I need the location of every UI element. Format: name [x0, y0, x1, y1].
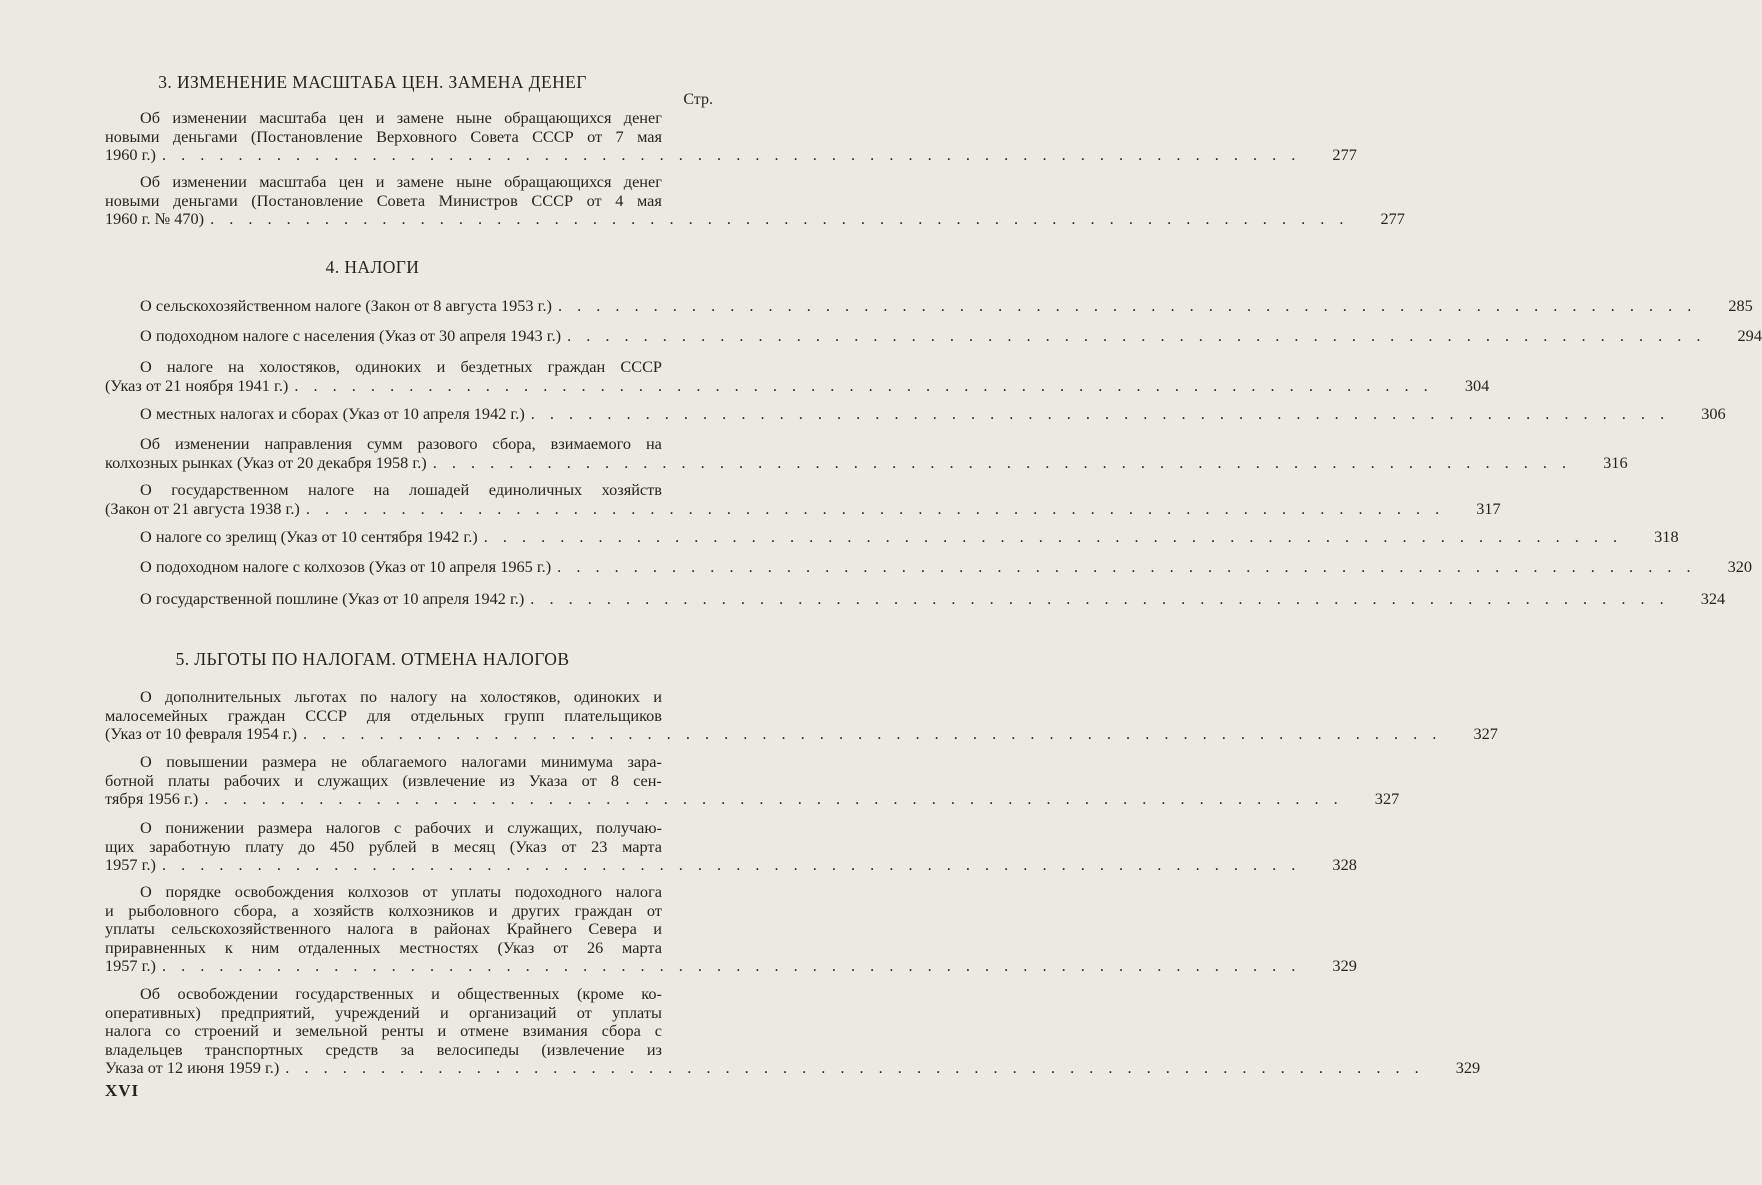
entry-word: льготах	[294, 687, 347, 706]
entry-word: новыми	[105, 190, 160, 210]
entry-word: изменении	[172, 172, 247, 191]
entry-word: сбора,	[233, 900, 277, 920]
page-number-footer: XVI	[105, 1081, 140, 1100]
entry-word: и	[375, 108, 385, 127]
entry-line	[105, 819, 662, 838]
entry-word: от	[561, 836, 577, 856]
entry-word: от	[422, 882, 438, 901]
page-number: 329	[1332, 956, 1357, 976]
entry-word: масштаба	[259, 172, 327, 191]
entry-word: налогами	[461, 752, 527, 771]
entry-word: освобождении	[177, 984, 278, 1003]
entry-word: Крайнего	[506, 919, 572, 939]
toc-entry	[105, 172, 1405, 229]
entry-word: обращающихся	[504, 108, 612, 127]
entry-word: и	[437, 1021, 447, 1041]
entry-word: (Постановление	[251, 190, 364, 210]
entry-word: велосипеды	[436, 1039, 520, 1059]
page-number: 320	[1727, 557, 1753, 576]
entry-word: за	[400, 1039, 415, 1059]
toc-entry	[105, 687, 1498, 744]
entry-word: колхозов	[347, 882, 409, 901]
dot-leader: . . . . . . . . . . . . . . . . . . . . . . . . . . . . . . . . . . . . . . . . . . . . . . . . . . . . . . . . . . . .	[204, 789, 1344, 809]
entry-word: с	[393, 818, 402, 837]
entry-line	[105, 920, 662, 939]
entry-word: от	[586, 190, 602, 210]
entry-word: государственных	[295, 984, 414, 1003]
entry-word: и	[436, 357, 446, 376]
entry-word: уплаты	[105, 919, 155, 939]
entry-word: с	[654, 1021, 662, 1041]
entry-text: (Указ от 21 ноября 1941 г.)	[105, 375, 289, 395]
toc-entry	[105, 326, 1762, 346]
entry-line	[105, 883, 662, 902]
entry-line	[105, 855, 1357, 875]
entry-word: рыболовного	[128, 900, 219, 920]
entry-word: из	[499, 770, 515, 790]
entry-word: холостяков,	[479, 687, 561, 706]
toc-entry	[105, 404, 1726, 424]
dot-leader: . . . . . . . . . . . . . . . . . . . . . . . . . . . . . . . . . . . . . . . . . . . . . . . . . . . . . . . . . . . .	[303, 724, 1442, 744]
entry-word: оперативных)	[105, 1002, 201, 1022]
entry-text: колхозных рынках (Указ от 20 декабря 1958 г.)	[105, 452, 427, 472]
entry-word: от	[581, 770, 597, 790]
entry-word: владельцев	[105, 1039, 183, 1059]
entry-text: (Закон от 21 августа 1938 г.)	[105, 498, 300, 518]
entry-word: служащих	[317, 770, 389, 790]
dot-leader: . . . . . . . . . . . . . . . . . . . . . . . . . . . . . . . . . . . . . . . . . . . . . . . . . . . . . . . . . . . .	[557, 557, 1697, 576]
toc-entry	[105, 296, 1753, 316]
entry-line	[105, 498, 1501, 519]
entry-line	[105, 956, 1357, 976]
dot-leader: . . . . . . . . . . . . . . . . . . . . . . . . . . . . . . . . . . . . . . . . . . . . . . . . . . . . . . . . . . . .	[161, 956, 1301, 976]
entry-line	[105, 688, 662, 707]
entry-word: и	[294, 770, 304, 790]
entry-word: предприятий,	[221, 1002, 315, 1022]
page-number: 304	[1464, 375, 1490, 395]
entry-word: на	[228, 357, 245, 376]
entry-word: цен	[338, 108, 364, 127]
entry-word: платы	[168, 770, 210, 790]
entry-word: ним	[251, 937, 280, 957]
entry-word: холостяков,	[259, 357, 340, 376]
entry-word: бездетных	[460, 357, 533, 376]
entry-word: О	[140, 687, 152, 706]
entry-word: отмене	[460, 1021, 509, 1041]
entry-word: щих	[105, 836, 135, 856]
entry-line	[105, 753, 662, 772]
entry-word: граждан	[227, 705, 286, 725]
entry-line	[105, 1022, 662, 1041]
entry-word: налоге	[166, 357, 213, 376]
entry-word: О	[140, 818, 152, 837]
entry-word: средств	[325, 1039, 379, 1059]
entry-line	[105, 838, 662, 857]
page-number: 285	[1728, 296, 1753, 315]
entry-word: транспортных	[204, 1039, 304, 1059]
entry-word: и	[484, 818, 494, 837]
toc-entry	[105, 752, 1400, 809]
entry-word: Об	[140, 434, 161, 453]
page-number: 294	[1737, 326, 1762, 345]
entry-word: уплаты	[612, 1002, 662, 1022]
entry-word: единоличных	[488, 480, 583, 499]
entry-word: цен	[338, 172, 364, 191]
entry-word: ботной	[105, 770, 154, 790]
entry-word: налога	[105, 1021, 152, 1041]
entry-line	[105, 404, 1726, 424]
entry-word: налогу	[390, 687, 438, 706]
toc-entry	[105, 589, 1726, 609]
entry-word: 450	[329, 836, 355, 856]
entry-word: понижении	[165, 818, 245, 837]
entry-word: 4	[615, 190, 624, 210]
entry-line	[105, 109, 662, 128]
page-number: 324	[1700, 589, 1726, 608]
entry-word: получаю-	[596, 818, 662, 837]
entry-line	[105, 939, 662, 958]
entry-word: облагаемого	[361, 752, 447, 771]
entry-word: налога	[347, 919, 394, 939]
page-number: 327	[1374, 789, 1400, 809]
entry-word: от	[553, 937, 569, 957]
dot-leader: . . . . . . . . . . . . . . . . . . . . . . . . . . . . . . . . . . . . . . . . . . . . . . . . . . . . . . . . . . . .	[432, 452, 1572, 472]
entry-text: 1960 г.)	[105, 145, 156, 165]
dot-leader: . . . . . . . . . . . . . . . . . . . . . . . . . . . . . . . . . . . . . . . . . . . . . . . . . . . . . . . . . . . .	[557, 296, 1697, 315]
entry-word: рабочих	[223, 770, 281, 790]
entry-word: отдаленных	[298, 937, 381, 957]
entry-line	[105, 789, 1400, 809]
entry-word: организаций	[469, 1002, 557, 1022]
entry-word: других	[512, 900, 560, 920]
entry-word: марта	[622, 836, 662, 856]
entry-word: не	[330, 752, 347, 771]
entry-word: О	[140, 357, 152, 376]
entry-word: (извлечение	[402, 770, 486, 790]
page-number: 318	[1654, 527, 1679, 546]
entry-word: государственном	[171, 480, 289, 499]
entry-word: налоге	[308, 480, 355, 499]
entry-line	[105, 209, 1405, 229]
entry-text: (Указ от 10 февраля 1954 г.)	[105, 724, 297, 744]
toc-entry	[105, 984, 1481, 1078]
entry-word: новыми	[105, 126, 160, 146]
entry-word: О	[140, 752, 152, 771]
entry-word: граждан	[547, 357, 606, 376]
page-number: 277	[1380, 209, 1405, 229]
dot-leader: . . . . . . . . . . . . . . . . . . . . . . . . . . . . . . . . . . . . . . . . . . . . . . . . . . . . . . . . . . . .	[530, 404, 1670, 423]
toc-entry	[105, 527, 1679, 547]
entry-word: взимаемого	[550, 434, 632, 453]
entry-word: из	[646, 1039, 662, 1059]
entry-word: Совета	[376, 190, 426, 210]
dot-leader: . . . . . . . . . . . . . . . . . . . . . . . . . . . . . . . . . . . . . . . . . . . . . . . . . . . . . . . . . . . .	[294, 375, 1434, 395]
entry-word: хозяйств	[313, 900, 374, 920]
entry-word: ко-	[641, 984, 662, 1003]
entry-word: и	[653, 687, 662, 706]
entry-line	[105, 527, 1679, 547]
page-column-header: Стр.	[683, 91, 713, 108]
entry-word: СССР	[531, 190, 573, 210]
entry-word: изменении	[175, 434, 250, 453]
entry-word: и	[431, 984, 440, 1003]
entry-word: обращающихся	[504, 172, 612, 191]
toc-entry	[105, 357, 1490, 395]
entry-word: ныне	[456, 172, 492, 191]
entry-word: колхозников	[388, 900, 475, 920]
toc-entry	[105, 480, 1501, 518]
entry-text: О налоге со зрелищ (Указ от 10 сентября 1942 г.)	[140, 527, 478, 546]
entry-line	[105, 375, 1490, 396]
entry-word: повышении	[166, 752, 248, 771]
entry-word: на	[645, 434, 662, 453]
entry-word: (Указ	[509, 836, 547, 856]
entry-word: от	[587, 126, 603, 146]
entry-word: ренты	[381, 1021, 424, 1041]
toc-entry	[105, 434, 1628, 472]
entry-word: одиноких	[573, 687, 641, 706]
entry-text: 1957 г.)	[105, 956, 156, 976]
entry-word: общественных	[457, 984, 560, 1003]
entry-word: масштаба	[259, 108, 327, 127]
entry-line	[105, 589, 1726, 609]
entry-text: 1957 г.)	[105, 855, 156, 875]
dot-leader: . . . . . . . . . . . . . . . . . . . . . . . . . . . . . . . . . . . . . . . . . . . . . . . . . . . . . . . . . . . .	[285, 1058, 1425, 1078]
entry-word: хозяйств	[601, 480, 662, 499]
entry-line	[105, 1058, 1481, 1078]
page-number: 317	[1476, 498, 1501, 518]
entry-word: районах	[433, 919, 491, 939]
entry-word: освобождения	[234, 882, 334, 901]
entry-word: минимума	[540, 752, 614, 771]
entry-text: О местных налогах и сборах (Указ от 10 апреля 1942 г.)	[140, 404, 525, 423]
entry-word: в	[431, 836, 440, 856]
entry-word: уплаты	[451, 882, 502, 901]
dot-leader: . . . . . . . . . . . . . . . . . . . . . . . . . . . . . . . . . . . . . . . . . . . . . . . . . . . . . . . . . . . .	[305, 498, 1445, 518]
entry-word: мая	[636, 190, 662, 210]
toc-entry	[105, 108, 1357, 165]
entry-word: деньгами	[173, 190, 238, 210]
entry-word: О	[140, 882, 152, 901]
entry-word: и	[440, 1002, 449, 1022]
entry-word: одиноких	[355, 357, 422, 376]
entry-word: О	[140, 480, 152, 499]
page-number: 328	[1332, 855, 1357, 875]
entry-word: замене	[396, 108, 444, 127]
entry-word: сбора,	[492, 434, 536, 453]
toc-entry	[105, 818, 1357, 875]
entry-line	[105, 1004, 662, 1023]
entry-word: подоходного	[514, 882, 602, 901]
entry-word: Об	[140, 984, 161, 1003]
entry-line	[105, 173, 662, 192]
entry-word: 23	[591, 836, 608, 856]
entry-word: на	[450, 687, 467, 706]
entry-word: сельскохозяйственного	[171, 919, 331, 939]
entry-word: 26	[586, 937, 604, 957]
entry-word: месяц	[453, 836, 496, 856]
entry-word: граждан	[574, 900, 633, 920]
entry-word: СССР	[532, 126, 574, 146]
entry-word: ныне	[456, 108, 492, 127]
entry-word: рабочих	[414, 818, 472, 837]
dot-leader: . . . . . . . . . . . . . . . . . . . . . . . . . . . . . . . . . . . . . . . . . . . . . . . . . . . . . . . . . . . .	[567, 326, 1706, 345]
entry-text: О подоходном налоге с колхозов (Указ от 10 апреля 1965 г.)	[140, 557, 552, 576]
dot-leader: . . . . . . . . . . . . . . . . . . . . . . . . . . . . . . . . . . . . . . . . . . . . . . . . . . . . . . . . . . . .	[210, 209, 1349, 229]
entry-word: от	[576, 1002, 592, 1022]
entry-word: и	[653, 919, 662, 939]
entry-word: Указа	[528, 770, 568, 790]
entry-word: строений	[194, 1021, 259, 1041]
dot-leader: . . . . . . . . . . . . . . . . . . . . . . . . . . . . . . . . . . . . . . . . . . . . . . . . . . . . . . . . . . . .	[530, 589, 1670, 608]
entry-word: 7	[615, 126, 624, 146]
entry-text: тября 1956 г.)	[105, 789, 199, 809]
entry-word: деньгами	[172, 126, 238, 146]
entry-word: и	[488, 900, 498, 920]
entry-word: от	[646, 900, 662, 920]
page-number: 329	[1455, 1058, 1481, 1078]
entry-word: взимания	[522, 1021, 588, 1041]
entry-word: разового	[417, 434, 478, 453]
entry-word: СССР	[620, 357, 662, 376]
entry-word: сумм	[366, 434, 403, 453]
entry-word: в	[409, 919, 418, 939]
entry-word: дополнительных	[164, 687, 282, 706]
entry-word: со	[165, 1021, 181, 1041]
entry-word: приравненных	[105, 937, 207, 957]
entry-text: О государственной пошлине (Указ от 10 апреля 1942 г.)	[140, 589, 525, 608]
entry-line	[105, 326, 1762, 346]
entry-word: (кроме	[576, 984, 624, 1003]
entry-word: налогов	[325, 818, 381, 837]
toc-entry	[105, 882, 1357, 976]
section-title: 4. НАЛОГИ	[325, 257, 420, 277]
entry-line	[105, 435, 662, 454]
entry-word: групп	[504, 705, 545, 725]
entry-word: а	[291, 900, 299, 920]
entry-word: денег	[623, 172, 662, 191]
entry-word: Верховного	[376, 126, 457, 146]
entry-line	[105, 707, 662, 726]
entry-text: 1960 г. № 470)	[105, 209, 205, 229]
entry-line	[105, 296, 1753, 316]
entry-line	[105, 452, 1628, 473]
entry-word: замене	[396, 172, 444, 191]
entry-word: учреждений	[335, 1002, 420, 1022]
entry-word: денег	[623, 108, 662, 127]
entry-word: (Указ	[497, 937, 535, 957]
entry-word: лошадей	[408, 480, 470, 499]
dot-leader: . . . . . . . . . . . . . . . . . . . . . . . . . . . . . . . . . . . . . . . . . . . . . . . . . . . . . . . . . . . .	[483, 527, 1623, 546]
section-title: 3. ИЗМЕНЕНИЕ МАСШТАБА ЦЕН. ЗАМЕНА ДЕНЕГ	[158, 72, 587, 92]
page-number: 316	[1603, 452, 1628, 472]
entry-line	[105, 985, 662, 1004]
page-number: 306	[1701, 404, 1726, 423]
entry-word: служащих,	[507, 818, 583, 837]
entry-line	[105, 481, 662, 500]
entry-word: сен-	[633, 770, 662, 790]
entry-line	[105, 358, 662, 377]
entry-word: Об	[140, 108, 161, 127]
entry-word: зара-	[627, 752, 662, 771]
entry-word: и	[375, 172, 385, 191]
entry-text: О подоходном налоге с населения (Указ от 30 апреля 1943 г.)	[140, 326, 562, 345]
entry-text: О сельскохозяйственном налоге (Закон от 8 августа 1953 г.)	[140, 296, 552, 315]
entry-word: к	[224, 937, 233, 957]
entry-word: СССР	[305, 705, 347, 725]
entry-word: и	[105, 900, 114, 920]
page-number: 327	[1473, 724, 1498, 744]
toc-entry	[105, 557, 1753, 577]
entry-word: Севера	[588, 919, 637, 939]
entry-word: Об	[140, 172, 161, 191]
entry-word: Министров	[438, 190, 518, 210]
entry-line	[105, 772, 662, 791]
entry-word: 8	[610, 770, 619, 790]
entry-line	[105, 902, 662, 921]
entry-word: сбора	[601, 1021, 641, 1041]
entry-word: для	[366, 705, 391, 725]
entry-word: рублей	[368, 836, 417, 856]
entry-word: размера	[262, 752, 317, 771]
page-number: 277	[1332, 145, 1357, 165]
dot-leader: . . . . . . . . . . . . . . . . . . . . . . . . . . . . . . . . . . . . . . . . . . . . . . . . . . . . . . . . . . . .	[161, 145, 1301, 165]
entry-word: местностях	[399, 937, 479, 957]
entry-word: изменении	[172, 108, 247, 127]
entry-word: Совета	[470, 126, 519, 146]
entry-word: до	[298, 836, 315, 856]
entry-word: малосемейных	[105, 705, 208, 725]
entry-line	[105, 145, 1357, 165]
entry-line	[105, 724, 1498, 744]
entry-line	[105, 192, 662, 211]
entry-word: плату	[245, 836, 284, 856]
entry-word: порядке	[165, 882, 222, 901]
entry-text: Указа от 12 июня 1959 г.)	[105, 1058, 280, 1078]
entry-line	[105, 1041, 662, 1060]
entry-word: и	[272, 1021, 282, 1041]
entry-word: на	[373, 480, 390, 499]
entry-line	[105, 128, 662, 147]
entry-word: налога	[615, 882, 662, 901]
entry-word: размера	[257, 818, 313, 837]
section-title: 5. ЛЬГОТЫ ПО НАЛОГАМ. ОТМЕНА НАЛОГОВ	[175, 649, 570, 669]
entry-word: направления	[264, 434, 353, 453]
entry-word: по	[360, 687, 378, 706]
entry-word: заработную	[149, 836, 231, 856]
dot-leader: . . . . . . . . . . . . . . . . . . . . . . . . . . . . . . . . . . . . . . . . . . . . . . . . . . . . . . . . . . . .	[161, 855, 1301, 875]
entry-word: (Постановление	[250, 126, 363, 146]
entry-word: марта	[622, 937, 662, 957]
entry-word: мая	[637, 126, 662, 146]
entry-word: плательщиков	[564, 705, 662, 725]
entry-word: (извлечение	[541, 1039, 625, 1059]
entry-word: отдельных	[410, 705, 485, 725]
entry-line	[105, 557, 1753, 577]
entry-word: земельной	[295, 1021, 368, 1041]
